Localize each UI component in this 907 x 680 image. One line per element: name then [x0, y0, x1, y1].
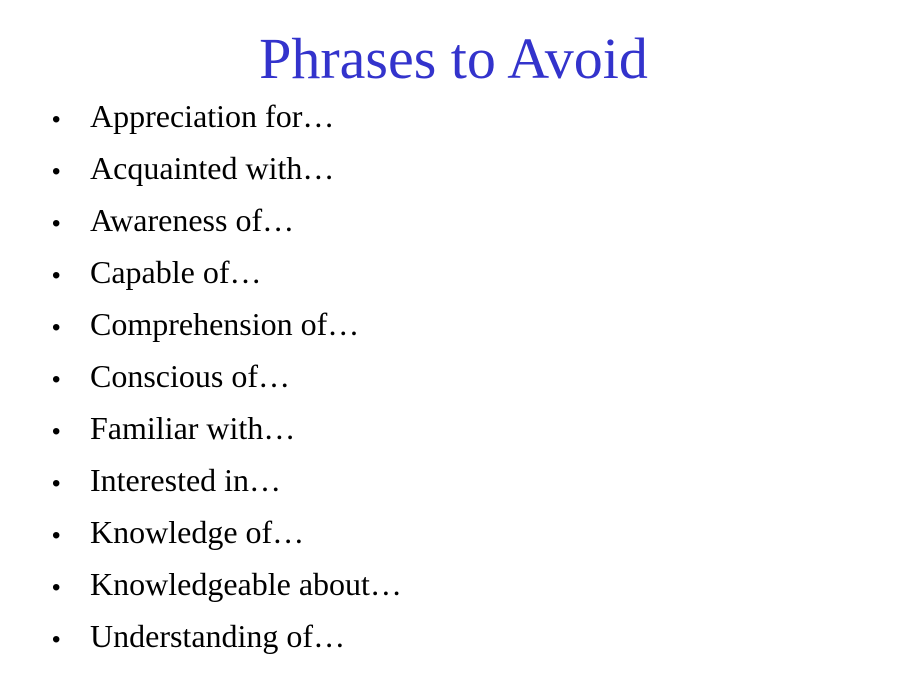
bullet-icon: • [52, 522, 61, 549]
bullet-text: Knowledgeable about… [90, 566, 402, 602]
bullet-icon: • [52, 262, 61, 289]
bullet-item [52, 194, 402, 246]
bullet-text: Comprehension of… [90, 306, 360, 342]
bullet-item [52, 506, 402, 558]
bullet-item [52, 558, 402, 610]
bullet-text: Conscious of… [90, 358, 290, 394]
bullet-icon: • [52, 210, 61, 237]
bullet-text: Capable of… [90, 254, 262, 290]
bullet-item [52, 90, 402, 142]
bullet-icon: • [52, 366, 61, 393]
bullet-item [52, 402, 402, 454]
bullet-item [52, 454, 402, 506]
bullet-text: Knowledge of… [90, 514, 305, 550]
bullet-item [52, 246, 402, 298]
bullet-list [52, 90, 402, 662]
bullet-text: Appreciation for… [90, 98, 335, 134]
bullet-icon: • [52, 626, 61, 653]
bullet-text: Acquainted with… [90, 150, 335, 186]
bullet-icon: • [52, 574, 61, 601]
bullet-icon: • [52, 158, 61, 185]
bullet-text: Interested in… [90, 462, 282, 498]
bullet-text: Understanding of… [90, 618, 346, 654]
slide-title: Phrases to Avoid [259, 26, 648, 91]
bullet-icon: • [52, 418, 61, 445]
bullet-item [52, 142, 402, 194]
bullet-text: Awareness of… [90, 202, 295, 238]
bullet-item [52, 298, 402, 350]
bullet-icon: • [52, 106, 61, 133]
bullet-icon: • [52, 470, 61, 497]
bullet-item [52, 610, 402, 662]
bullet-text: Familiar with… [90, 410, 296, 446]
bullet-item [52, 350, 402, 402]
bullet-icon: • [52, 314, 61, 341]
